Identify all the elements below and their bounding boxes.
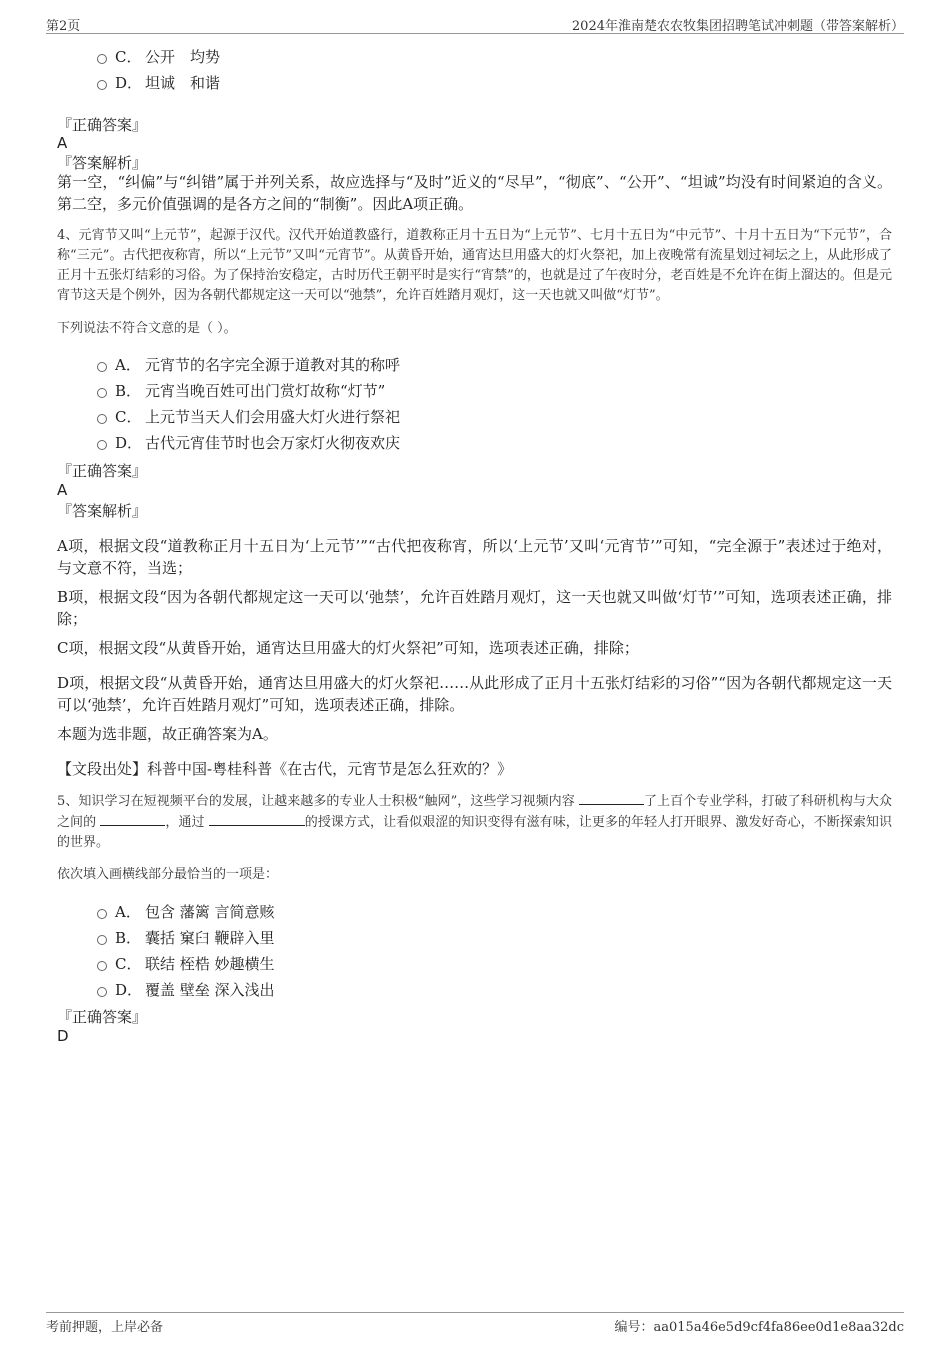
fill-blank-1[interactable] — [579, 791, 644, 805]
radio-circle-icon[interactable] — [97, 961, 107, 971]
q4-option-a[interactable]: A． 元宵节的名字完全源于道教对其的称呼 — [97, 355, 400, 375]
radio-circle-icon[interactable] — [97, 54, 107, 64]
footer-slogan: 考前押题，上岸必备 — [46, 1320, 164, 1335]
q4-answer: A — [57, 481, 68, 499]
q4-option-d[interactable]: D． 古代元宵佳节时也会万家灯火彻夜欢庆 — [97, 433, 400, 453]
radio-circle-icon[interactable] — [97, 80, 107, 90]
q4-conclusion: 本题为选非题，故正确答案为A。 — [57, 725, 278, 743]
q5-answer-label: 『正确答案』 — [57, 1008, 148, 1026]
radio-circle-icon[interactable] — [97, 362, 107, 372]
q5-question: 依次填入画横线部分最恰当的一项是： — [57, 867, 279, 882]
page-footer — [46, 1312, 904, 1335]
page-header — [46, 13, 904, 34]
q4-analysis-b: B项，根据文段“因为各朝代都规定这一天可以‘弛禁’，允许百姓踏月观灯，这一天也就又叫做‘灯节’”可知，选项表述正确，排除； — [57, 588, 892, 628]
q3-option-d[interactable]: D． 坦诚 和谐 — [97, 73, 220, 93]
q5-option-b[interactable]: B． 囊括 窠臼 鞭辟入里 — [97, 928, 275, 948]
q4-passage: 4、元宵节又叫“上元节”，起源于汉代。汉代开始道教盛行，道教称正月十五日为“上元节”、七月十五日为“中元节”、十月十五日为“下元节”，合称“三元”。古代把夜称宵，所以“上元节”又叫“元宵节”。从黄昏开始，通宵达旦用盛大的灯火祭祀，加上夜晚常有流星划过祠坛之上，从此形成了正月十五张灯结彩的习俗。为了保持治安稳定，古时历代王朝平时是实行“宵禁”的，也就是过了午夜时分，老百姓是不允许在街上溜达的。但是元宵节这天是个例外，因为各朝代都规定这一天可以“弛禁”，允许百姓踏月观灯，这一天也就又叫做“灯节”。 — [57, 228, 892, 303]
q4-analysis-label: 『答案解析』 — [57, 502, 148, 520]
q3-analysis: 第一空，“纠偏”与“纠错”属于并列关系，故应选择与“及时”近义的“尽早”，“彻底”、“公开”、“坦诚”均没有时间紧迫的含义。第二空，多元价值强调的是各方之间的“制衡”。因此A项正确。 — [57, 173, 892, 213]
document-title: 2024年淮南楚农农牧集团招聘笔试冲刺题（带答案解析） — [571, 19, 904, 34]
q4-analysis-d: D项，根据文段“从黄昏开始，通宵达旦用盛大的灯火祭祀……从此形成了正月十五张灯结彩的习俗”“因为各朝代都规定这一天可以‘弛禁’，允许百姓踏月观灯”可知，选项表述正确，排除。 — [57, 674, 892, 714]
q5-option-d[interactable]: D． 覆盖 壁垒 深入浅出 — [97, 980, 275, 1000]
radio-circle-icon[interactable] — [97, 388, 107, 398]
q4-question: 下列说法不符合文意的是（ ）。 — [57, 321, 237, 336]
q3-option-c[interactable]: C． 公开 均势 — [97, 47, 220, 67]
fill-blank-2[interactable] — [100, 812, 165, 826]
radio-circle-icon[interactable] — [97, 440, 107, 450]
q4-option-b[interactable]: B． 元宵当晚百姓可出门赏灯故称“灯节” — [97, 381, 385, 401]
q4-source: 【文段出处】科普中国-粤桂科普《在古代，元宵节是怎么狂欢的？》 — [57, 760, 513, 778]
q4-answer-label: 『正确答案』 — [57, 462, 148, 480]
q4-analysis-c: C项，根据文段“从黄昏开始，通宵达旦用盛大的灯火祭祀”可知，选项表述正确，排除； — [57, 639, 639, 657]
document-code: 编号：aa015a46e5d9cf4fa86ee0d1e8aa32dc — [614, 1320, 904, 1335]
q3-answer: A — [57, 134, 68, 152]
fill-blank-3[interactable] — [209, 812, 305, 826]
radio-circle-icon[interactable] — [97, 414, 107, 424]
page-number: 第2页 — [46, 19, 81, 34]
radio-circle-icon[interactable] — [97, 987, 107, 997]
q5-option-c[interactable]: C． 联结 桎梏 妙趣横生 — [97, 954, 275, 974]
q5-answer: D — [57, 1027, 69, 1045]
q5-option-a[interactable]: A． 包含 藩篱 言简意赅 — [97, 902, 275, 922]
q4-option-c[interactable]: C． 上元节当天人们会用盛大灯火进行祭祀 — [97, 407, 400, 427]
radio-circle-icon[interactable] — [97, 909, 107, 919]
q5-passage: 5、知识学习在短视频平台的发展，让越来越多的专业人士积极“触网”，这些学习视频内容 了上百个专业学科，打破了科研机构与大众之间的 ，通过 的授课方式，让看似艰涩的知识变得有滋有味，让更多的年轻人打开眼界、激发好奇心，不断探索知识的世界。 — [57, 791, 892, 853]
q3-answer-label: 『正确答案』 — [57, 116, 148, 134]
radio-circle-icon[interactable] — [97, 935, 107, 945]
q4-analysis-a: A项，根据文段“道教称正月十五日为‘上元节’”“古代把夜称宵，所以‘上元节’又叫‘元宵节’”可知，“完全源于”表述过于绝对，与文意不符，当选； — [57, 537, 892, 577]
q3-analysis-label: 『答案解析』 — [57, 154, 148, 172]
